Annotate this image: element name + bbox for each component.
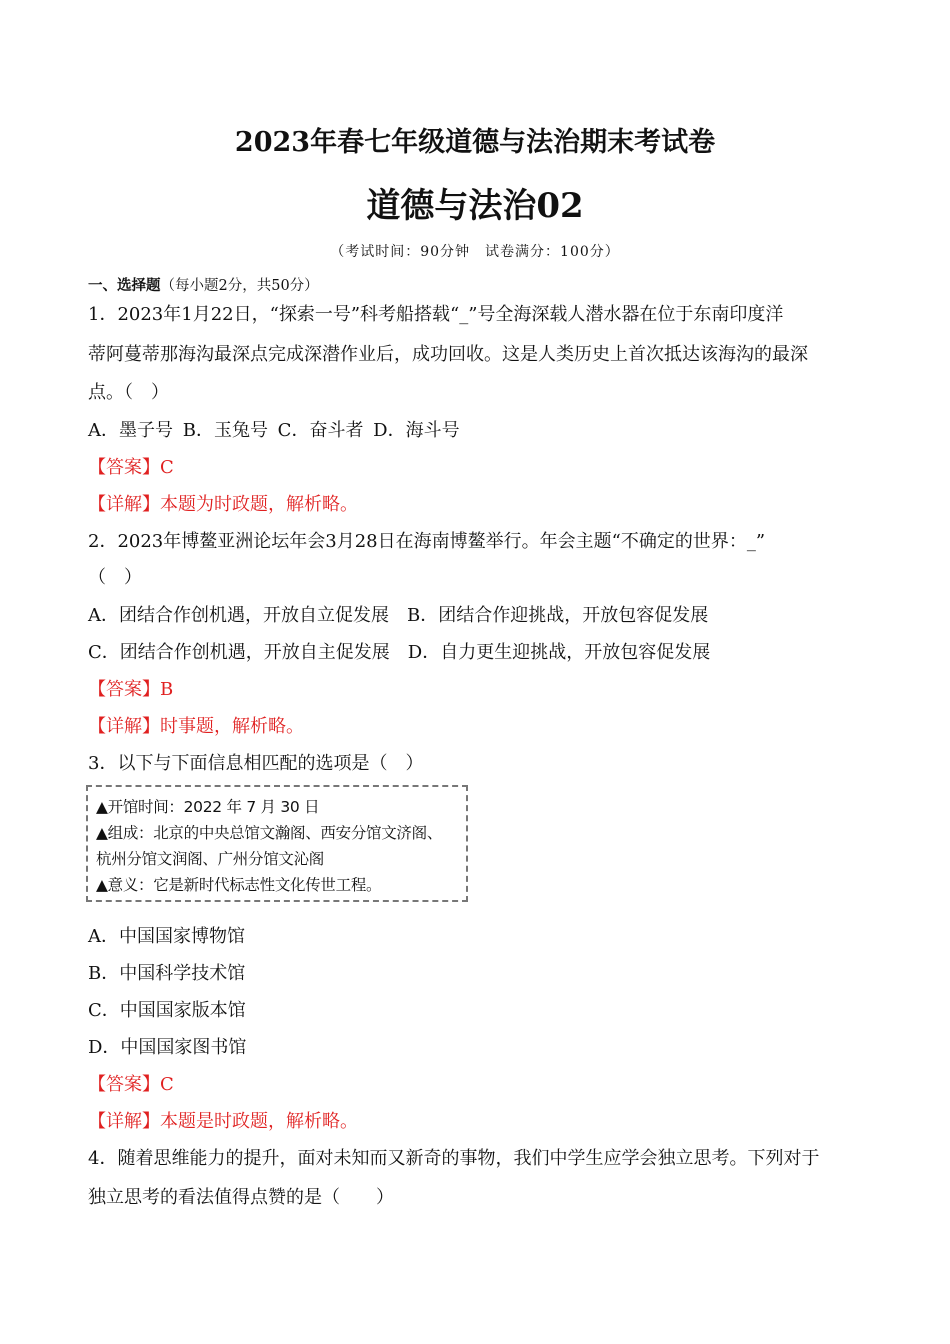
q3-option-b: B．中国科学技术馆: [88, 963, 246, 984]
q1-options: A．墨子号 B．玉兔号 C．奋斗者 D．海斗号: [88, 420, 460, 441]
q3-answer: 【答案】C: [88, 1074, 174, 1095]
q3-option-a: A．中国国家博物馆: [88, 926, 245, 947]
info-line: ▲组成：北京的中央总馆文瀚阁、西安分馆文济阁、: [96, 824, 443, 842]
q3-info-box: [86, 785, 468, 902]
q3-stem: 3．以下与下面信息相匹配的选项是（ ）: [88, 753, 424, 774]
q4-stem-line2: 独立思考的看法值得点赞的是（ ）: [88, 1187, 394, 1208]
q2-stem-line1: 2．2023年博鳌亚洲论坛年会3月28日在海南博鳌举行。年会主题“不确定的世界：_”: [88, 531, 766, 552]
q2-stem-line2: （ ）: [88, 567, 142, 588]
q2-options-line1: A．团结合作创机遇，开放自立促发展 B．团结合作迎挑战，开放包容促发展: [88, 605, 709, 626]
q2-detail: 【详解】时事题，解析略。: [88, 716, 304, 737]
q1-stem-line3: 点。（ ）: [88, 382, 169, 403]
q3-detail: 【详解】本题是时政题，解析略。: [88, 1111, 358, 1132]
q4-stem-line1: 4．随着思维能力的提升，面对未知而又新奇的事物，我们中学生应学会独立思考。下列对于: [88, 1148, 820, 1169]
info-line: ▲意义：它是新时代标志性文化传世工程。: [96, 876, 382, 894]
q1-stem-line1: 1．2023年1月22日，“探索一号”科考船搭载“_”号全海深载人潜水器在位于东南印度洋: [88, 304, 784, 325]
q2-options-line2: C．团结合作创机遇，开放自主促发展 D．自力更生迎挑战，开放包容促发展: [88, 642, 711, 663]
q3-option-c: C．中国国家版本馆: [88, 1000, 246, 1021]
q1-detail: 【详解】本题为时政题，解析略。: [88, 494, 358, 515]
exam-subtitle: 道德与法治02: [366, 186, 584, 226]
q3-option-d: D．中国国家图书馆: [88, 1037, 247, 1058]
exam-title: 2023年春七年级道德与法治期末考试卷: [234, 127, 716, 158]
section-label: 一、选择题: [88, 277, 161, 294]
q1-stem-line2: 蒂阿蔓蒂那海沟最深点完成深潜作业后，成功回收。这是人类历史上首次抵达该海沟的最深: [88, 344, 808, 365]
exam-meta: （考试时间：90分钟 试卷满分：100分）: [330, 244, 620, 260]
q1-answer: 【答案】C: [88, 457, 174, 478]
section-heading: [88, 274, 319, 295]
info-line: ▲开馆时间：2022 年 7 月 30 日: [96, 798, 320, 816]
section-note: （每小题2分，共50分）: [160, 278, 319, 294]
q2-answer: 【答案】B: [88, 679, 174, 700]
info-line: 杭州分馆文润阁、广州分馆文沁阁: [96, 850, 325, 868]
